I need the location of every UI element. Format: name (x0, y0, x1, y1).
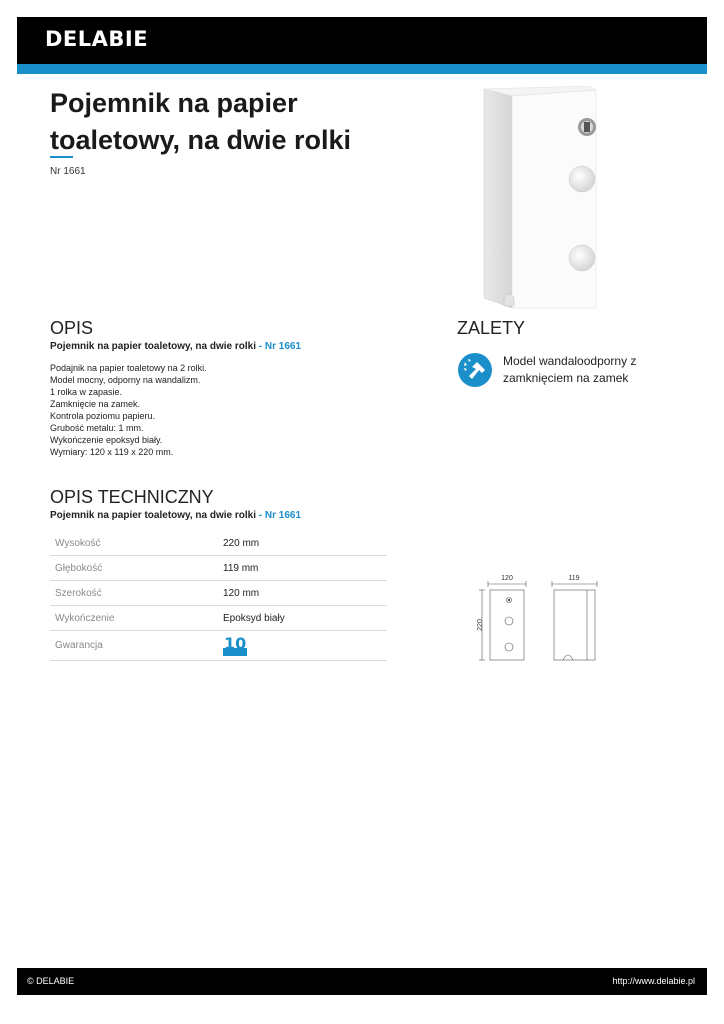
description-line: Wykończenie epoksyd biały. (50, 435, 163, 445)
description-line: Podajnik na papier toaletowy na 2 rolki. (50, 363, 207, 373)
description-line: 1 rolka w zapasie. (50, 387, 123, 397)
description-line: Kontrola poziomu papieru. (50, 411, 156, 421)
spec-value: 220 mm (223, 537, 260, 549)
opis-subheading (50, 341, 301, 352)
description-line: Grubość metalu: 1 mm. (50, 423, 144, 433)
brand-logo: DELABIE (45, 27, 149, 51)
tech-subhead-name: Pojemnik na papier toaletowy, na dwie rolki (50, 510, 256, 521)
footer-website-link[interactable]: http://www.delabie.pl (612, 976, 695, 986)
spec-label: Gwarancja (55, 640, 103, 651)
header-accent-stripe (17, 64, 707, 74)
table-row (50, 531, 387, 556)
warranty-badge (223, 632, 247, 659)
product-image (478, 86, 598, 311)
opis-heading: OPIS (50, 318, 94, 338)
description-line: Wymiary: 120 x 119 x 220 mm. (50, 447, 174, 457)
spec-label: Głębokość (55, 562, 103, 574)
spec-value: 120 mm (223, 587, 260, 599)
warranty-years: 10 (224, 634, 247, 653)
tech-subheading (50, 510, 301, 521)
title-underline (50, 156, 73, 158)
spec-label: Wysokość (55, 537, 101, 549)
drawing-width-label: 120 (501, 575, 513, 582)
technical-drawing (475, 572, 605, 667)
tech-subhead-nr: - Nr 1661 (258, 510, 302, 521)
footer-bar (17, 968, 707, 995)
header-bar (17, 17, 707, 64)
advantage-text: Model wandaloodporny z zamknięciem na zamek (503, 354, 637, 385)
description-line: Zamknięcie na zamek. (50, 399, 141, 409)
spec-label: Wykończenie (55, 612, 115, 624)
table-row (50, 581, 387, 606)
warranty-badge-icon (223, 632, 247, 656)
page-title: Pojemnik na papier toaletowy, na dwie rolki (50, 88, 352, 155)
description-line: Model mocny, odporny na wandalizm. (50, 375, 201, 385)
spec-value: Epoksyd biały (223, 612, 285, 624)
table-row (50, 556, 387, 581)
tech-heading: OPIS TECHNICZNY (50, 487, 214, 507)
opis-subhead-name: Pojemnik na papier toaletowy, na dwie rolki (50, 341, 256, 352)
table-row (50, 631, 387, 661)
product-number: Nr 1661 (50, 166, 86, 177)
hammer-impact-icon (458, 353, 492, 387)
spec-label: Szerokość (55, 587, 102, 599)
drawing-height-label: 220 (477, 619, 484, 631)
zalety-heading: ZALETY (457, 318, 526, 338)
opis-subhead-nr: - Nr 1661 (258, 341, 302, 352)
description-list (50, 362, 207, 458)
table-row (50, 606, 387, 631)
spec-value: 119 mm (223, 562, 259, 574)
spec-table (50, 531, 387, 661)
drawing-depth-label: 119 (568, 575, 580, 582)
footer-copyright: © DELABIE (27, 976, 75, 986)
